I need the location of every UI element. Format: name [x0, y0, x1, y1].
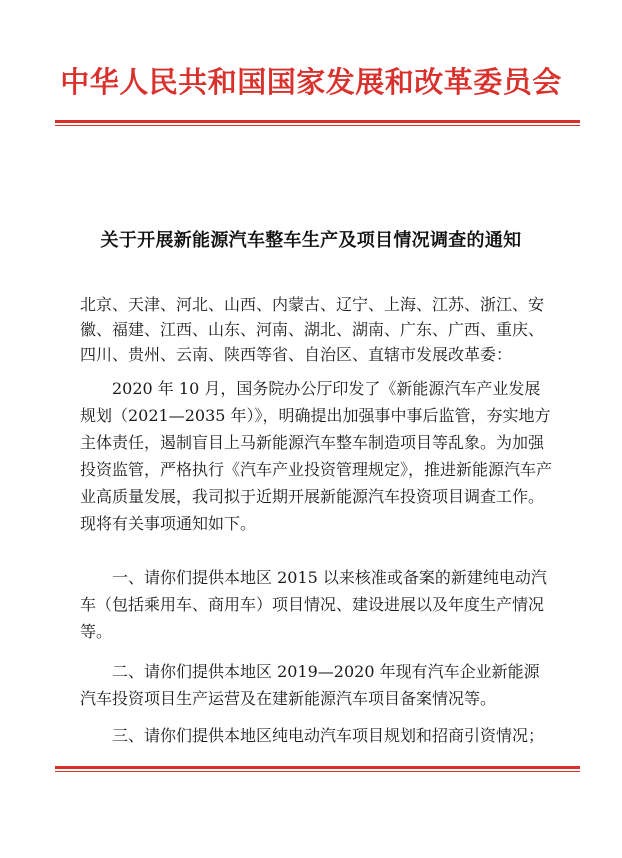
- paragraph-item-3: 三、请你们提供本地区纯电动汽车项目规划和招商引资情况；: [112, 726, 545, 745]
- letterhead-top-rule-thin: [55, 125, 580, 126]
- addressee: 北京、天津、河北、山西、内蒙古、辽宁、上海、江苏、浙江、安徽、福建、江西、山东、河南、湖北、湖南、广东、广西、重庆、四川、贵州、云南、陕西等省、自治区、直辖市发展改革委：: [80, 295, 545, 364]
- footer-rule-thin: [55, 771, 580, 772]
- paragraph-item-1: 一、请你们提供本地区 2015 以来核准或备案的新建纯电动汽车（包括乘用车、商用车）项目情况、建设进展以及年度生产情况等。: [80, 568, 547, 641]
- paragraph-intro: 2020 年 10 月，国务院办公厅印发了《新能源汽车产业发展规划（2021—2035 年）》，明确提出加强事中事后监管，夯实地方主体责任，遏制盲目上马新能源汽车整车制造项目等乱象。为加强投资监管，严格执行《汽车产业投资管理规定》，推进新能源汽车产业高质量发展，我司拟于近期开展新能源汽车投资项目调查工作。现将有关事项通知如下。: [80, 379, 553, 533]
- notice-title: 关于开展新能源汽车整车生产及项目情况调查的通知: [100, 230, 522, 251]
- letterhead-top-rule: [55, 120, 580, 123]
- footer-rule: [55, 766, 580, 769]
- paragraph-item-2: 二、请你们提供本地区 2019—2020 年现有汽车企业新能源汽车投资项目生产运营及在建新能源汽车项目备案情况等。: [80, 662, 540, 708]
- letterhead-org-name: 中华人民共和国国家发展和改革委员会: [60, 65, 562, 99]
